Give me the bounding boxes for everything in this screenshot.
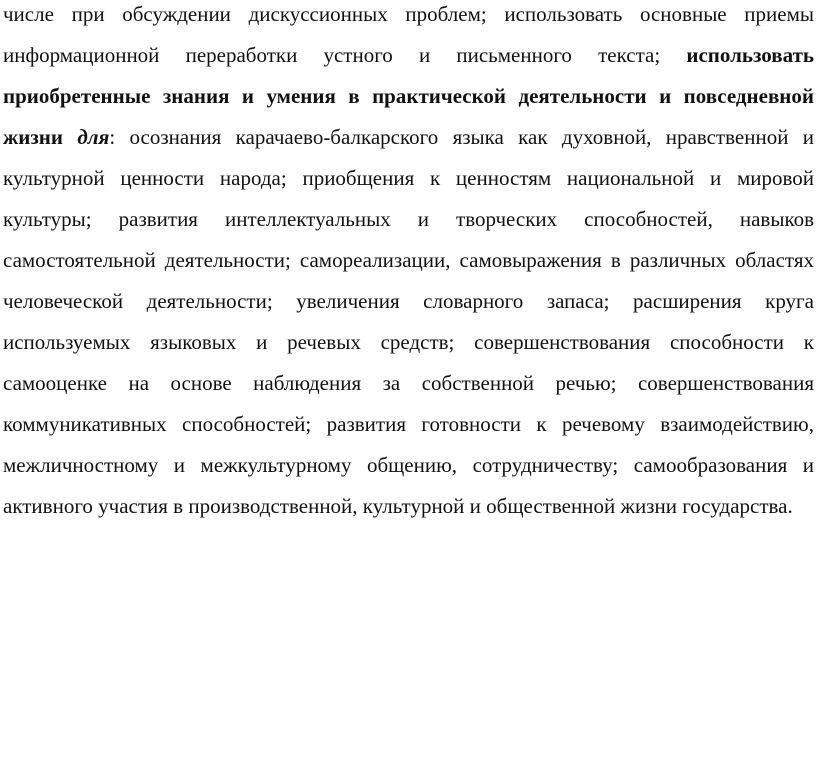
body-paragraph — [3, 0, 814, 527]
paragraph-bold-italic-word: для — [77, 125, 110, 149]
paragraph-text-start: числе при обсуждении дискуссионных проблем; использовать основные приемы информационной переработки устного и письменного текста; — [3, 2, 814, 67]
paragraph-space — [63, 125, 77, 149]
paragraph-text-end: : осознания карачаево-балкарского языка как духовной, нравственной и культурной ценности народа; приобщения к ценностям национальной и мировой культуры; развития интеллектуальных и творческих способностей, навыков самостоятельной деятельности; самореализации, самовыражения в различных областях человеческой деятельности; увеличения словарного запаса; расширения круга используемых языковых и речевых средств; совершенствования способности к самооценке на основе наблюдения за собственной речью; совершенствования коммуникативных способностей; развития готовности к речевому взаимодействию, межличностному и межкультурному общению, сотрудничеству; самообразования и активного участия в производственной, культурной и общественной жизни государства. — [3, 125, 815, 518]
paragraph-bold-phrase: использовать приобретенные знания и умения в практической деятельности и повседневной жизни — [3, 43, 814, 149]
